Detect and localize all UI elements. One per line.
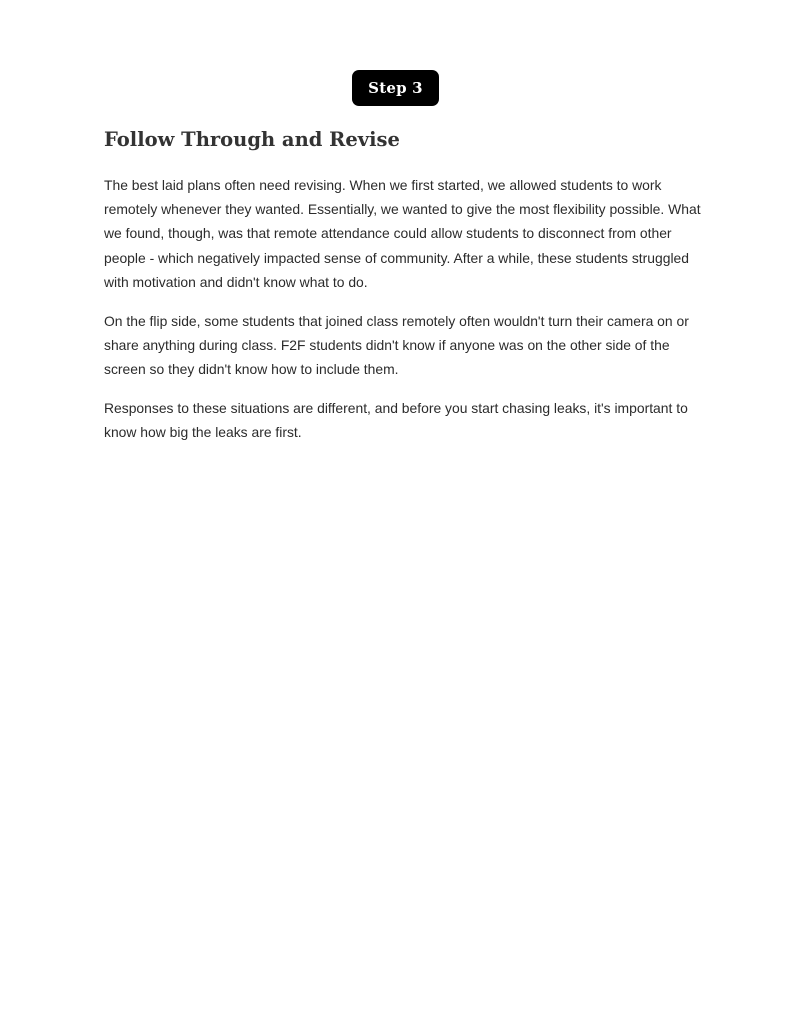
paragraph-line: remotely whenever they wanted. Essentially, we wanted to give the most flexibility possible. What	[104, 201, 701, 218]
paragraph-line: with motivation and didn't know what to do.	[104, 273, 368, 290]
paragraph	[104, 309, 694, 382]
paragraph-line: The best laid plans often need revising. When we first started, we allowed students to work	[104, 177, 662, 193]
paragraph-line: people - which negatively impacted sense of community. After a while, these students struggled	[104, 249, 690, 266]
paragraph-line: we found, though, was that remote attendance could allow students to disconnect from other	[104, 225, 672, 242]
section-title: Follow Through and Revise	[104, 128, 400, 151]
paragraph	[104, 396, 694, 444]
paragraph-line: Responses to these situations are different, and before you start chasing leaks, it's important to	[104, 399, 688, 416]
step-badge-label: Step 3	[368, 79, 423, 97]
paragraph-line: On the flip side, some students that joined class remotely often wouldn't turn their camera on or	[104, 312, 689, 329]
section-body	[104, 173, 701, 459]
paragraph-line: screen so they didn't know how to include them.	[104, 360, 399, 377]
paragraph	[104, 173, 701, 294]
paragraph-line: share anything during class. F2F students didn't know if anyone was on the other side of the	[104, 336, 670, 353]
step-badge	[352, 70, 439, 106]
paragraph-line: know how big the leaks are first.	[104, 423, 302, 440]
